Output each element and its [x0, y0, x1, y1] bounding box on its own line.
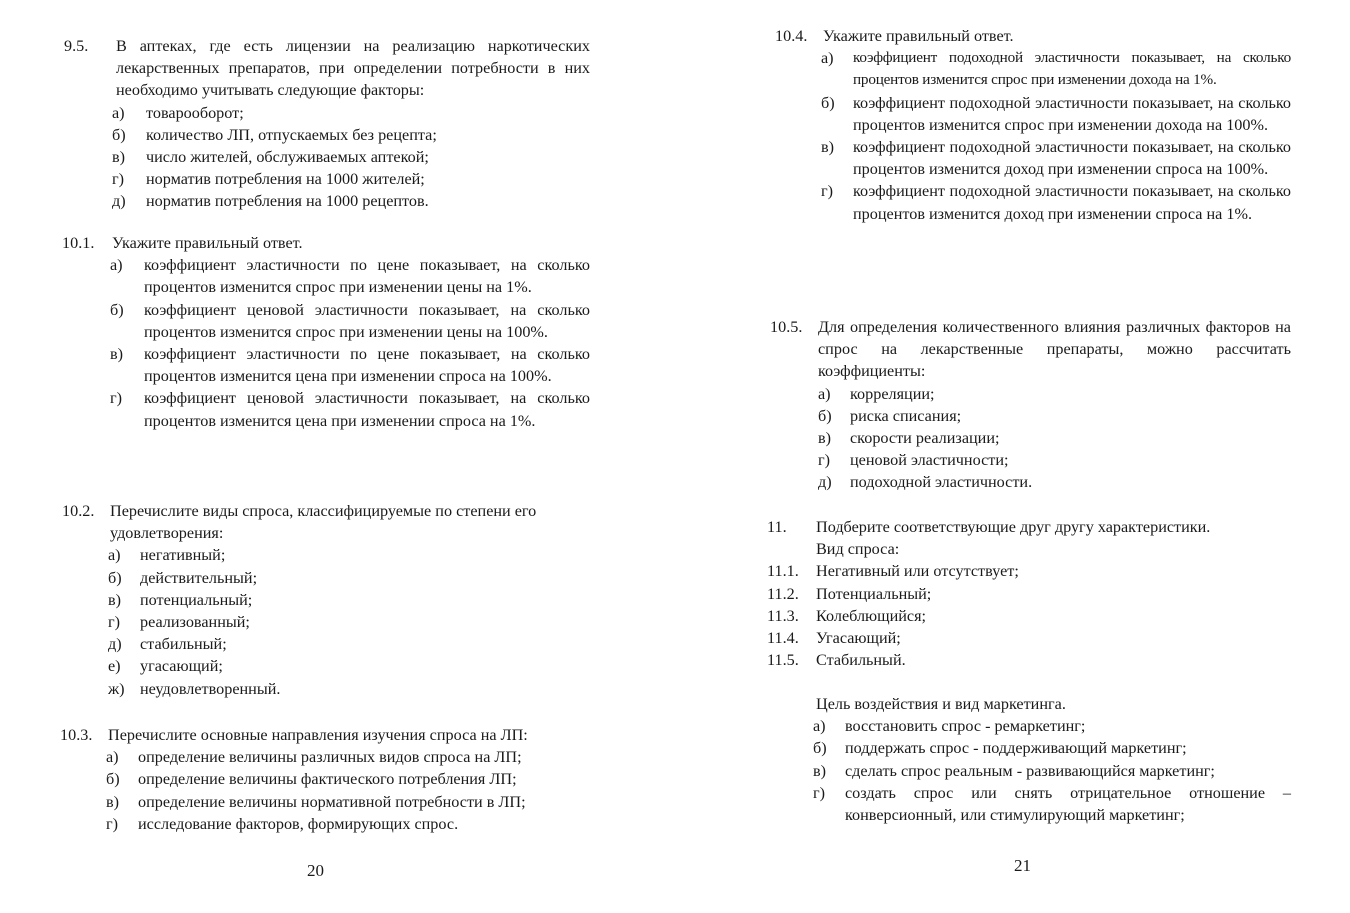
option-g: [818, 449, 1291, 471]
question-stem: [62, 232, 590, 254]
match-item: [767, 583, 1291, 605]
option-e: [108, 655, 590, 677]
match-item: [767, 605, 1291, 627]
option-b: [813, 737, 1291, 759]
option-text: число жителей, обслуживаемых аптекой;: [146, 148, 429, 167]
option-label: б): [813, 739, 827, 758]
option-label: г): [112, 170, 125, 189]
page-number: 21: [1014, 856, 1031, 875]
question-number: 10.4.: [775, 27, 808, 45]
option-label: а): [112, 103, 125, 122]
option-label: в): [110, 345, 124, 364]
option-b: [108, 567, 590, 589]
option-text: коэффициент эластичности по цене показывает, на сколько процентов изменится спрос при изменении цены на 1%.: [144, 256, 590, 297]
option-label: в): [112, 148, 126, 167]
option-label: б): [110, 300, 124, 319]
option-b: [818, 405, 1291, 427]
option-label: а): [108, 546, 121, 565]
option-label: д): [112, 192, 126, 211]
option-text: товарооборот;: [146, 103, 244, 122]
option-a: [108, 544, 590, 566]
question-number: 9.5.: [64, 37, 89, 55]
option-v: [110, 343, 590, 387]
option-g: [110, 387, 590, 431]
question-stem: [62, 500, 590, 544]
option-text: потенциальный;: [140, 590, 253, 609]
option-text: ценовой эластичности;: [850, 451, 1009, 470]
item-number: 11.2.: [767, 584, 799, 603]
question-10-1: [62, 232, 590, 432]
item-text: Негативный или отсутствует;: [816, 562, 1019, 581]
option-label: а): [106, 748, 119, 767]
question-10-2: [62, 500, 590, 700]
item-text: Колеблющийся;: [816, 606, 927, 625]
option-v: [821, 136, 1291, 180]
subheading: Вид спроса:: [816, 540, 900, 559]
option-text: коэффициент эластичности по цене показывает, на сколько процентов изменится цена при изменении спроса на 100%.: [144, 345, 590, 386]
question-9-5: [64, 35, 590, 213]
option-label: г): [108, 613, 121, 632]
option-text: действительный;: [140, 568, 258, 587]
question-stem: [770, 316, 1291, 383]
option-label: е): [108, 657, 121, 676]
option-text: негативный;: [140, 546, 226, 565]
option-text: восстановить спрос - ремаркетинг;: [845, 717, 1086, 736]
right-page: [675, 0, 1350, 913]
option-d: [108, 633, 590, 655]
question-text: Укажите правильный ответ.: [112, 234, 303, 252]
option-label: в): [108, 590, 122, 609]
question-stem: [60, 724, 590, 746]
option-text: коэффициент ценовой эластичности показывает, на сколько процентов изменится цена при изменении спроса на 1%.: [144, 389, 590, 430]
option-v: [106, 791, 590, 813]
option-v: [112, 146, 590, 168]
option-text: коэффициент подоходной эластичности показывает, на сколько процентов изменится доход при изменении спроса на 1%.: [853, 182, 1291, 223]
option-label: б): [818, 406, 832, 425]
option-b: [821, 92, 1291, 136]
option-label: д): [108, 635, 122, 654]
option-label: ж): [108, 679, 125, 698]
list-heading: Цель воздействия и вид маркетинга.: [816, 695, 1066, 713]
option-g: [108, 611, 590, 633]
question-text: Перечислите основные направления изучения спроса на ЛП:: [108, 726, 528, 744]
marketing-list: [813, 693, 1291, 826]
option-a: [106, 746, 590, 768]
option-a: [818, 383, 1291, 405]
option-label: в): [821, 138, 835, 157]
option-d: [112, 190, 590, 212]
question-number: 10.5.: [770, 318, 803, 336]
option-a: [813, 715, 1291, 737]
question-text: Подберите соответствующие друг другу характеристики.: [816, 518, 1211, 536]
option-label: в): [813, 761, 827, 780]
question-text: Для определения количественного влияния различных факторов на спрос на лекарственные препараты, можно рассчитать коэффициенты:: [818, 318, 1291, 381]
page-number: 20: [307, 861, 324, 880]
option-text: сделать спрос реальным - развивающийся маркетинг;: [845, 761, 1215, 780]
option-text: коэффициент подоходной эластичности показывает, на сколько процентов изменится доход при изменении спроса на 100%.: [853, 138, 1291, 179]
option-label: г): [821, 182, 834, 201]
item-number: 11.4.: [767, 629, 799, 648]
option-g: [106, 813, 590, 835]
question-number: 11.: [767, 518, 787, 536]
option-label: а): [110, 256, 123, 275]
option-label: г): [813, 783, 826, 802]
option-a: [110, 254, 590, 298]
option-label: д): [818, 473, 832, 492]
option-label: в): [818, 429, 832, 448]
option-label: б): [821, 93, 835, 112]
question-number: 10.2.: [62, 502, 95, 520]
option-text: корреляции;: [850, 384, 935, 403]
question-stem: [775, 25, 1291, 47]
option-label: а): [818, 384, 831, 403]
option-text: скорости реализации;: [850, 429, 1000, 448]
question-text: Укажите правильный ответ.: [823, 27, 1014, 45]
option-d: [818, 471, 1291, 493]
match-item: [767, 627, 1291, 649]
option-text: определение величины нормативной потребности в ЛП;: [138, 792, 526, 811]
option-g: [112, 168, 590, 190]
option-text: исследование факторов, формирующих спрос.: [138, 814, 459, 833]
question-number: 10.3.: [60, 726, 93, 744]
option-v: [818, 427, 1291, 449]
option-label: б): [106, 770, 120, 789]
option-text: определение величины фактического потребления ЛП;: [138, 770, 517, 789]
option-text: подоходной эластичности.: [850, 473, 1033, 492]
option-label: г): [106, 814, 119, 833]
option-g: [821, 180, 1291, 224]
item-number: 11.1.: [767, 562, 799, 581]
option-label: в): [106, 792, 120, 811]
option-a: [112, 102, 590, 124]
question-number: 10.1.: [62, 234, 95, 252]
option-label: б): [108, 568, 122, 587]
option-b: [112, 124, 590, 146]
option-label: г): [818, 451, 831, 470]
item-text: Угасающий;: [816, 629, 901, 648]
option-text: риска списания;: [850, 406, 962, 425]
option-text: стабильный;: [140, 635, 227, 654]
option-text: коэффициент подоходной эластичности показывает, на сколько процентов изменится спрос при изменении дохода на 100%.: [853, 93, 1291, 134]
option-text: определение величины различных видов спроса на ЛП;: [138, 748, 522, 767]
question-stem: [767, 516, 1291, 538]
option-text: неудовлетворенный.: [140, 679, 281, 698]
option-g: [813, 782, 1291, 826]
match-item: [767, 649, 1291, 671]
question-10-5: [770, 316, 1291, 494]
option-label: б): [112, 125, 126, 144]
option-text: коэффициент подоходной эластичности показывает, на сколько процентов изменится спрос при изменении дохода на 1%.: [853, 49, 1291, 89]
option-b: [110, 299, 590, 343]
question-text: В аптеках, где есть лицензии на реализацию наркотических лекарственных препаратов, при определении потребности в них необходимо учитывать следующие факторы:: [116, 37, 590, 100]
option-label: а): [821, 49, 834, 68]
question-text: Перечислите виды спроса, классифицируемые по степени его удовлетворения:: [110, 502, 537, 543]
option-label: а): [813, 717, 826, 736]
option-b: [106, 768, 590, 790]
question-10-4: [775, 25, 1291, 225]
option-text: создать спрос или снять отрицательное отношение – конверсионный, или стимулирующий маркетинг;: [845, 783, 1291, 825]
item-text: Потенциальный;: [816, 584, 932, 603]
option-text: норматив потребления на 1000 рецептов.: [146, 192, 429, 211]
option-text: количество ЛП, отпускаемых без рецепта;: [146, 125, 437, 144]
option-text: угасающий;: [140, 657, 223, 676]
option-v: [813, 760, 1291, 782]
item-number: 11.5.: [767, 651, 799, 670]
option-a: [821, 47, 1291, 91]
question-10-3: [60, 724, 590, 835]
option-text: реализованный;: [140, 613, 250, 632]
option-text: норматив потребления на 1000 жителей;: [146, 170, 425, 189]
question-stem: [64, 35, 590, 102]
option-text: коэффициент ценовой эластичности показывает, на сколько процентов изменится спрос при изменении цены на 100%.: [144, 300, 590, 341]
option-label: г): [110, 389, 123, 408]
item-text: Стабильный.: [816, 651, 906, 670]
question-11: [767, 516, 1291, 671]
match-item: [767, 560, 1291, 582]
option-zh: [108, 678, 590, 700]
option-text: поддержать спрос - поддерживающий маркетинг;: [845, 739, 1187, 758]
item-number: 11.3.: [767, 606, 799, 625]
option-v: [108, 589, 590, 611]
